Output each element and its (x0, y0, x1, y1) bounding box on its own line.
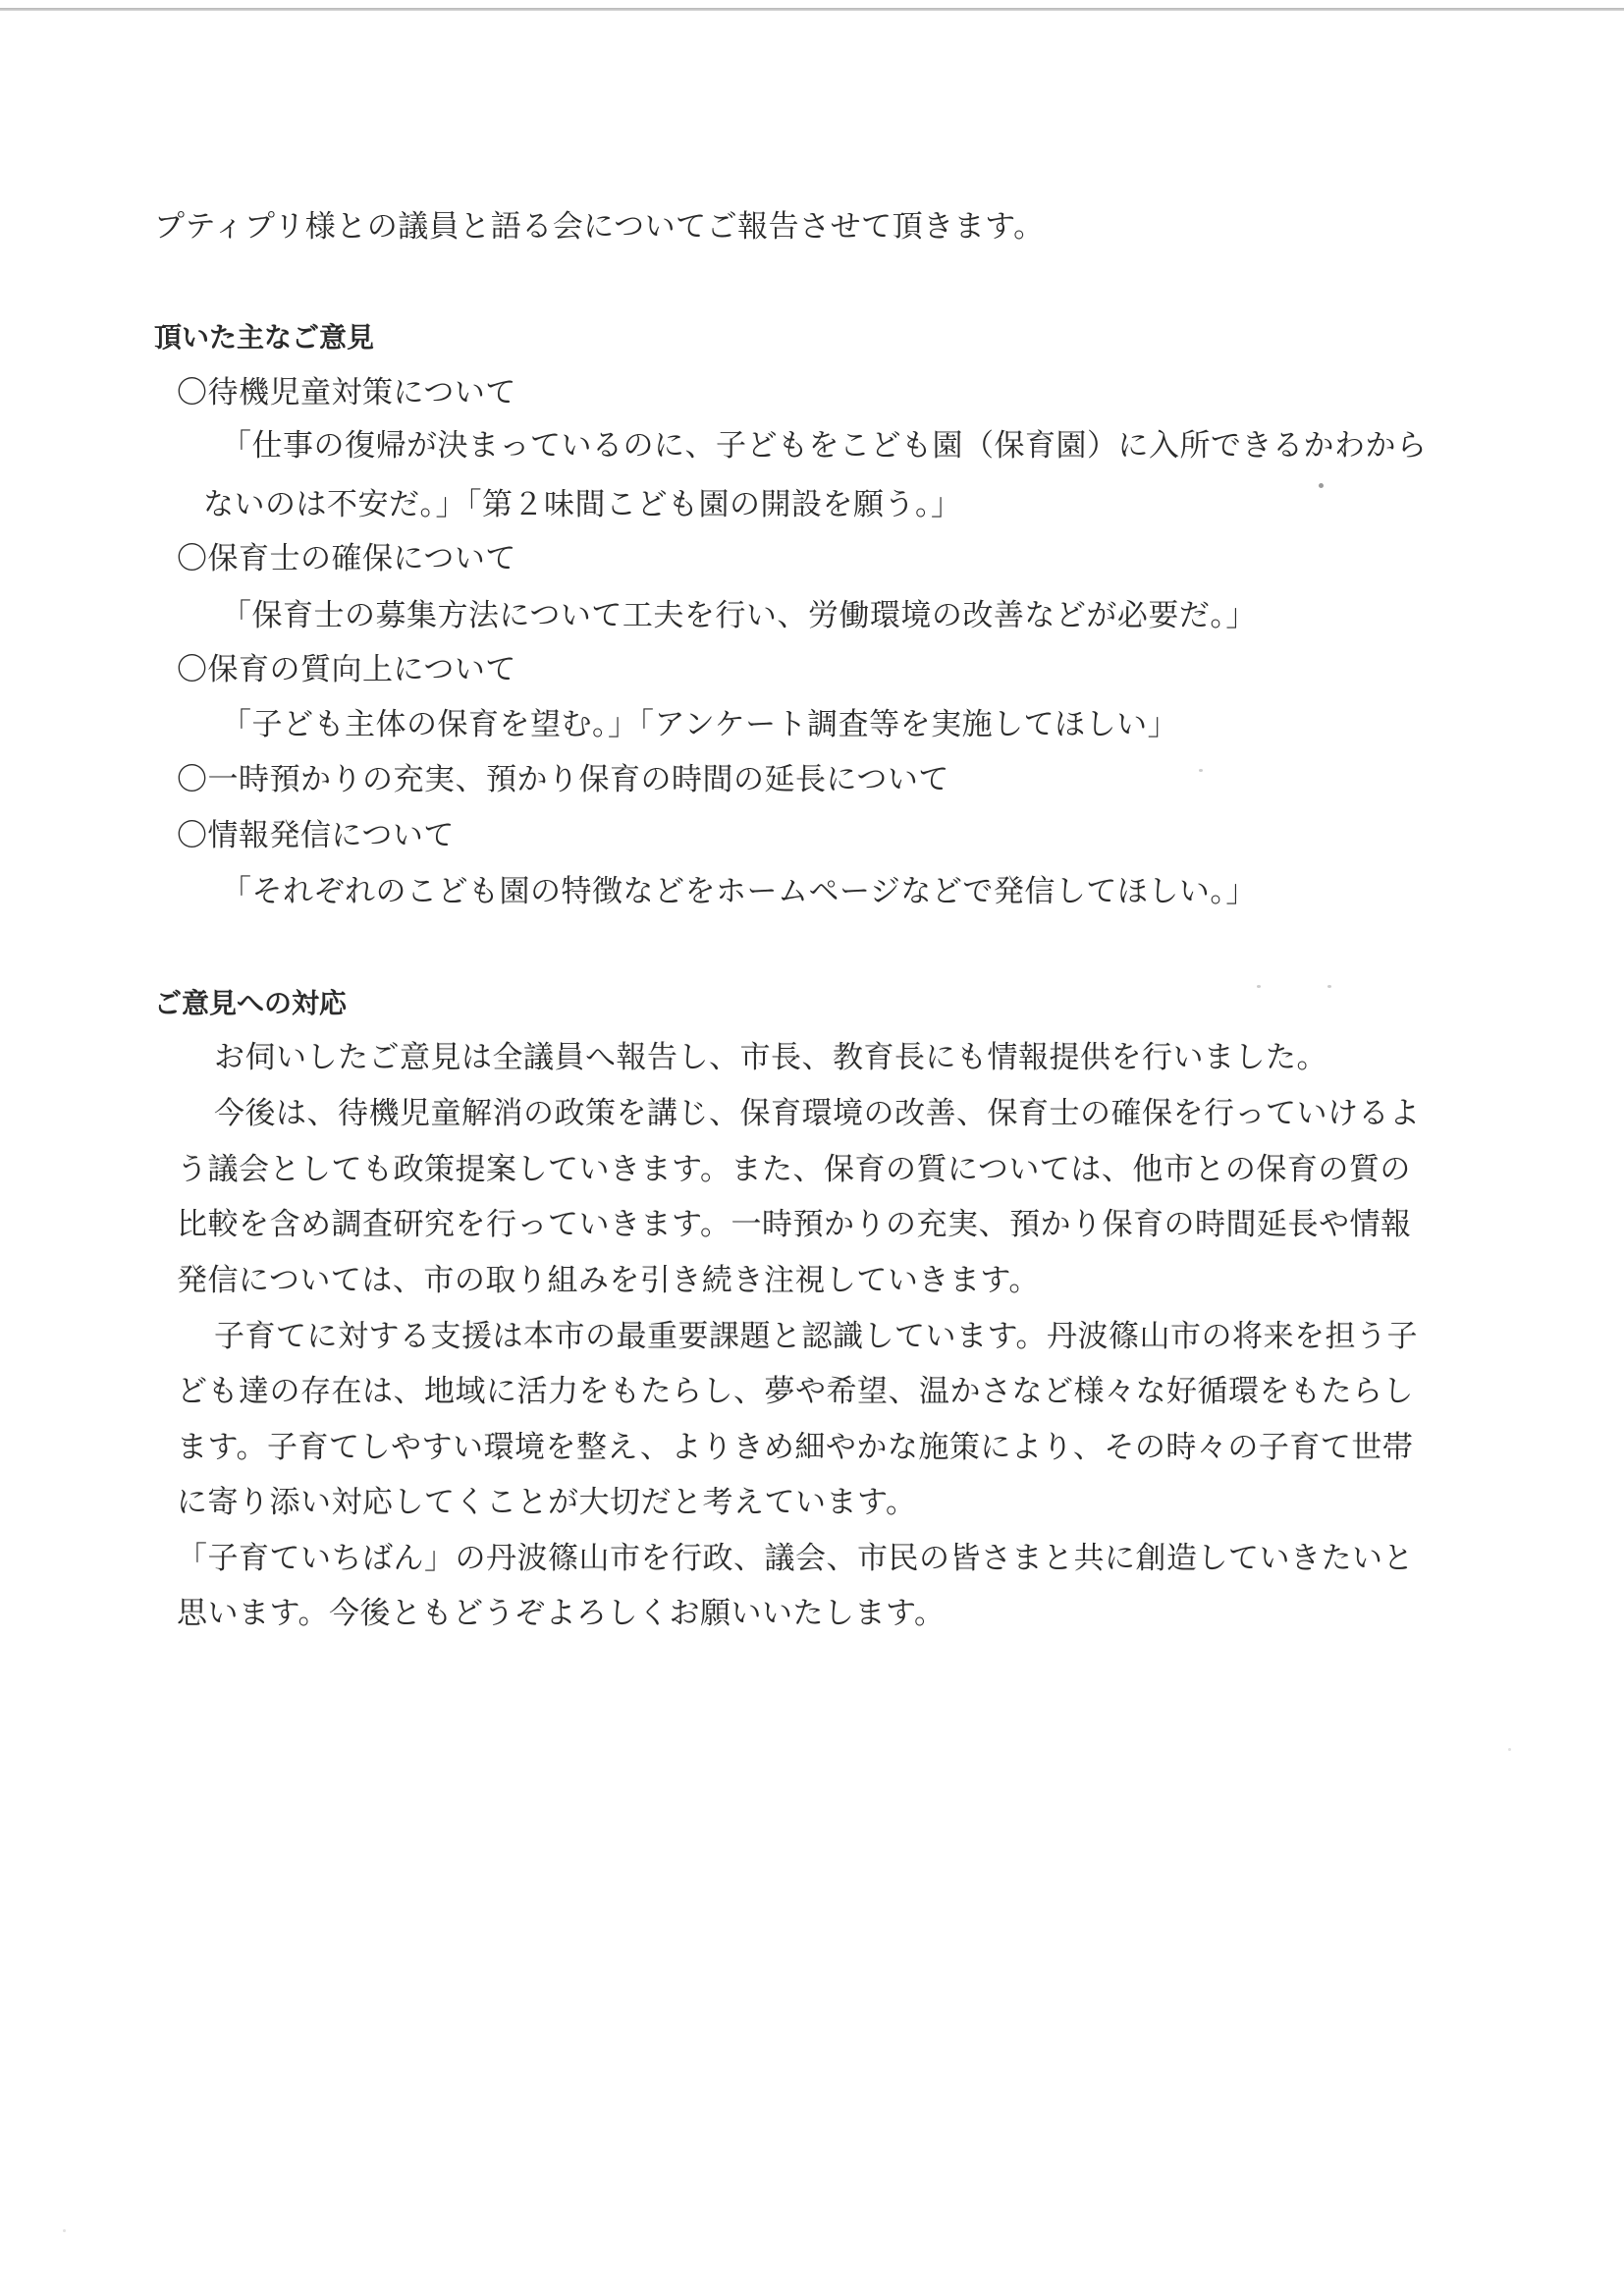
opinion-topic-temporary-care: 〇一時預かりの充実、預かり保育の時間の延長について (177, 762, 949, 797)
opinions-heading: 頂いた主なご意見 (154, 321, 375, 354)
opinion-topic-information: 〇情報発信について (177, 818, 455, 853)
response-paragraph-line: 子育てに対する支援は本市の最重要課題と認識しています。丹波篠山市の将来を担う子 (214, 1319, 1419, 1354)
opinion-topic-care-quality: 〇保育の質向上について (177, 652, 516, 687)
response-paragraph-line: に寄り添い対応してくことが大切だと考えています。 (177, 1485, 917, 1520)
response-paragraph-line: 思います。今後ともどうぞよろしくお願いいたします。 (177, 1596, 946, 1631)
response-paragraph-line: 今後は、待機児童解消の政策を講じ、保育環境の改善、保育士の確保を行っていけるよ (214, 1096, 1421, 1131)
response-paragraph-line: ども達の存在は、地域に活力をもたらし、夢や希望、温かさなど様々な好循環をもたらし (177, 1374, 1414, 1409)
intro-text: プティプリ様との議員と語る会についてご報告させて頂きます。 (154, 209, 1045, 245)
response-paragraph-line: お伺いしたご意見は全議員へ報告し、市長、教育長にも情報提供を行いました。 (214, 1040, 1327, 1075)
opinion-quote: 「それぞれのこども園の特徴などをホームページなどで発信してほしい。」 (221, 874, 1257, 909)
scan-speck (1508, 1748, 1511, 1751)
opinion-topic-waiting-children: 〇待機児童対策について (177, 375, 516, 410)
response-paragraph-line: 比較を含め調査研究を行っていきます。一時預かりの充実、預かり保育の時間延長や情報 (177, 1207, 1412, 1242)
scan-speck (1327, 985, 1331, 988)
response-paragraph-line: う議会としても政策提案していきます。また、保育の質については、他市との保育の質の (177, 1152, 1411, 1187)
top-edge-rule (0, 8, 1624, 11)
opinion-topic-childcare-staff: 〇保育士の確保について (177, 541, 516, 576)
opinion-quote: 「子ども主体の保育を望む。」「アンケート調査等を実施してほしい」 (221, 707, 1179, 742)
opinion-quote-continued: ないのは不安だ。」「第２味間こども園の開設を願う。」 (203, 487, 962, 522)
response-heading: ご意見への対応 (154, 987, 348, 1019)
scan-speck (1257, 985, 1261, 988)
scan-speck (1199, 769, 1203, 772)
response-paragraph-line: 発信については、市の取り組みを引き続き注視していきます。 (177, 1263, 1040, 1298)
scan-speck (63, 2229, 66, 2232)
opinion-quote: 「仕事の復帰が決まっているのに、子どもをこども園（保育園）に入所できるかわから (221, 428, 1428, 464)
opinion-quote: 「保育士の募集方法について工夫を行い、労働環境の改善などが必要だ。」 (221, 598, 1257, 633)
response-paragraph-line: 「子育ていちばん」の丹波篠山市を行政、議会、市民の皆さまと共に創造していきたいと (177, 1541, 1414, 1576)
scan-speck (1319, 483, 1324, 488)
response-paragraph-line: ます。子育てしやすい環境を整え、よりきめ細やかな施策により、その時々の子育て世帯 (177, 1430, 1414, 1465)
